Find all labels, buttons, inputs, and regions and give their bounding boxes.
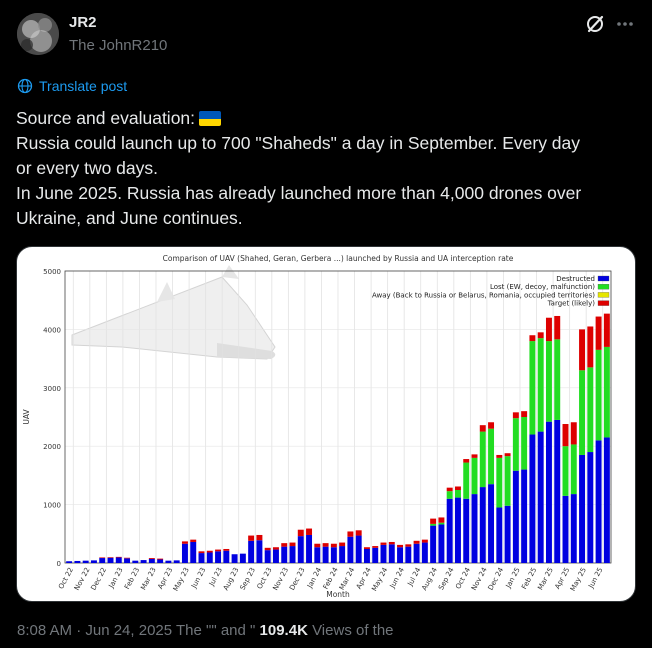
bar-segment <box>604 437 610 563</box>
bar-segment <box>290 543 296 547</box>
x-tick-label: Jul 24 <box>406 566 423 588</box>
bar-segment <box>331 547 337 563</box>
more-dots-icon[interactable] <box>615 14 635 34</box>
bar-segment <box>397 545 403 547</box>
post-line: or every two days. <box>16 158 158 178</box>
bar-segment <box>546 318 552 341</box>
bar-segment <box>596 350 602 441</box>
bar-segment <box>480 425 486 431</box>
bar-segment <box>463 459 469 463</box>
y-tick-label: 0 <box>56 560 61 568</box>
bar-segment <box>74 561 80 563</box>
bar-segment <box>182 541 188 543</box>
legend-label: Away (Back to Russia or Belarus, Romania, occupied territories) <box>372 291 595 300</box>
x-tick-label: Nov 23 <box>271 566 291 592</box>
bar-segment <box>604 314 610 347</box>
bar-segment <box>455 498 461 563</box>
bar-segment <box>472 454 478 458</box>
globe-icon <box>17 78 33 94</box>
bar-segment <box>596 440 602 563</box>
legend-swatch <box>598 284 609 289</box>
bar-segment <box>306 535 312 563</box>
bar-segment <box>190 542 196 563</box>
y-tick-label: 2000 <box>43 443 61 452</box>
bar-segment <box>488 422 494 428</box>
x-tick-label: Dec 24 <box>486 566 506 592</box>
x-tick-label: Sep 23 <box>238 566 258 592</box>
bar-segment <box>190 540 196 542</box>
y-tick-label: 3000 <box>43 384 61 393</box>
y-tick-label: 5000 <box>43 268 61 276</box>
bar-segment <box>381 543 387 545</box>
bar-segment <box>207 552 213 563</box>
bar-segment <box>174 560 180 563</box>
bar-segment <box>438 524 444 563</box>
x-tick-label: Oct 23 <box>255 566 274 591</box>
bar-segment <box>207 551 213 553</box>
post-line-text: Source and evaluation: <box>16 108 196 128</box>
post-line <box>16 106 636 131</box>
bar-segment <box>405 547 411 563</box>
bar-segment <box>116 557 122 558</box>
x-tick-label: May 24 <box>370 566 390 593</box>
bar-segment <box>554 339 560 420</box>
bar-segment <box>298 536 304 563</box>
bar-segment <box>323 543 329 547</box>
x-tick-label: Oct 24 <box>454 566 473 591</box>
bar-segment <box>298 530 304 536</box>
uav-chart <box>17 247 635 601</box>
x-tick-label: Jul 23 <box>207 566 224 588</box>
x-tick-label: Jun 25 <box>587 566 605 590</box>
bar-segment <box>438 517 444 522</box>
bar-segment <box>372 548 378 563</box>
bar-segment <box>339 543 345 547</box>
bar-segment <box>596 317 602 350</box>
bar-segment <box>265 550 271 563</box>
bar-segment <box>157 559 163 563</box>
bar-segment <box>389 542 395 544</box>
bar-segment <box>273 550 279 563</box>
bar-segment <box>538 338 544 431</box>
bar-segment <box>91 560 97 563</box>
bar-segment <box>347 537 353 563</box>
bar-segment <box>232 554 238 563</box>
bar-segment <box>116 557 122 563</box>
author-name[interactable]: JR2 <box>69 14 97 31</box>
legend-label: Target (likely) <box>547 299 595 308</box>
legend-swatch <box>598 301 609 306</box>
view-count: 109.4K <box>259 622 308 639</box>
x-tick-label: Apr 24 <box>354 566 373 591</box>
bar-segment <box>414 544 420 563</box>
bar-segment <box>314 547 320 563</box>
bar-segment <box>521 411 527 417</box>
bar-segment <box>248 536 254 541</box>
bar-segment <box>505 506 511 563</box>
post-timestamp[interactable]: 8:08 AM · Jun 24, 2025 <box>17 622 173 639</box>
bar-segment <box>281 543 287 547</box>
bar-segment <box>538 332 544 338</box>
bar-segment <box>438 523 444 525</box>
post-line: In June 2025. Russia has already launched more than 4,000 drones over <box>16 183 582 203</box>
bar-segment <box>496 458 502 508</box>
x-tick-label: Mar 25 <box>536 566 555 592</box>
bar-segment <box>215 550 221 552</box>
bar-segment <box>529 435 535 563</box>
author-handle[interactable]: The JohnR210 <box>69 37 168 54</box>
x-tick-label: Oct 22 <box>57 566 76 591</box>
bar-segment <box>488 484 494 563</box>
avatar[interactable] <box>17 13 59 55</box>
bar-segment <box>430 526 436 563</box>
views-label: Views of the <box>307 622 394 639</box>
x-tick-label: Dec 22 <box>89 566 109 592</box>
bar-segment <box>223 549 229 551</box>
bar-segment <box>579 329 585 370</box>
x-tick-label: Aug 24 <box>420 566 440 592</box>
x-tick-label: Jan 25 <box>504 566 522 590</box>
x-tick-label: Feb 24 <box>321 566 340 591</box>
legend-swatch <box>598 276 609 281</box>
bar-segment <box>405 544 411 546</box>
bar-segment <box>587 367 593 452</box>
bar-segment <box>124 558 130 559</box>
bar-segment <box>372 546 378 548</box>
post-line: Ukraine, and June continues. <box>16 208 243 228</box>
post-line: Russia could launch up to 700 "Shaheds" a day in September. Every day <box>16 133 581 153</box>
bar-segment <box>447 499 453 563</box>
x-tick-label: Sep 24 <box>437 566 456 592</box>
bar-segment <box>347 531 353 536</box>
bar-segment <box>480 432 486 487</box>
x-tick-label: May 23 <box>171 566 191 593</box>
chart-title: Comparison of UAV (Shahed, Geran, Gerbera ...) launched by Russia and UA interception rate <box>162 254 514 263</box>
bar-segment <box>554 420 560 563</box>
bar-segment <box>604 347 610 438</box>
bar-segment <box>248 541 254 563</box>
x-tick-label: Aug 23 <box>221 566 241 592</box>
bar-segment <box>364 547 370 549</box>
grok-slash-circle-icon[interactable] <box>585 14 605 34</box>
bar-segment <box>546 422 552 563</box>
bar-segment <box>149 558 155 559</box>
bar-segment <box>290 546 296 563</box>
x-tick-label: Mar 24 <box>337 566 357 592</box>
bar-segment <box>529 341 535 434</box>
x-tick-label: Jan 23 <box>107 566 125 590</box>
bar-segment <box>571 444 577 494</box>
x-tick-label: Nov 24 <box>469 566 489 592</box>
x-tick-label: Dec 23 <box>288 566 307 592</box>
bar-segment <box>108 557 114 558</box>
footer-text: The "" and " <box>172 622 260 639</box>
bar-segment <box>587 452 593 563</box>
x-tick-label: Mar 23 <box>139 566 158 592</box>
bar-segment <box>480 487 486 563</box>
bar-segment <box>430 524 436 526</box>
bar-segment <box>223 551 229 563</box>
bar-segment <box>356 536 362 563</box>
bar-segment <box>521 470 527 563</box>
x-tick-label: May 25 <box>568 566 588 593</box>
x-tick-label: Nov 22 <box>72 566 92 592</box>
ukraine-flag-icon <box>199 111 221 126</box>
x-tick-label: Feb 23 <box>123 566 142 591</box>
bar-segment <box>488 429 494 484</box>
legend-label: Lost (EW, decoy, malfunction) <box>489 283 595 292</box>
bar-segment <box>108 558 114 563</box>
bar-segment <box>587 326 593 367</box>
bar-segment <box>356 530 362 535</box>
bar-segment <box>463 463 469 499</box>
y-tick-label: 4000 <box>43 326 61 335</box>
bar-segment <box>215 551 221 563</box>
y-axis-label: UAV <box>22 409 31 425</box>
bar-segment <box>397 547 403 563</box>
bar-segment <box>281 547 287 563</box>
bar-segment <box>364 549 370 563</box>
bar-segment <box>124 558 130 563</box>
bar-segment <box>554 316 560 339</box>
x-tick-label: Jan 24 <box>305 566 324 590</box>
x-tick-label: Feb 25 <box>520 566 539 591</box>
post-media-chart[interactable] <box>16 246 636 602</box>
bar-segment <box>546 341 552 422</box>
bar-segment <box>323 547 329 563</box>
bar-segment <box>414 541 420 544</box>
bar-segment <box>132 561 138 563</box>
bar-segment <box>314 544 320 548</box>
bar-segment <box>389 544 395 563</box>
bar-segment <box>199 551 205 553</box>
bar-segment <box>513 471 519 563</box>
bar-segment <box>141 560 147 563</box>
bar-segment <box>265 548 271 550</box>
bar-segment <box>256 540 262 563</box>
bar-segment <box>339 546 345 563</box>
x-tick-label: Apr 23 <box>156 566 175 591</box>
bar-segment <box>240 554 246 563</box>
bar-segment <box>505 453 511 456</box>
x-axis-label: Month <box>326 590 350 599</box>
bar-segment <box>579 370 585 455</box>
bar-segment <box>99 558 105 563</box>
bar-segment <box>496 508 502 563</box>
bar-segment <box>157 559 163 560</box>
bar-segment <box>306 529 312 535</box>
bar-segment <box>563 446 569 496</box>
post-text <box>16 106 636 231</box>
legend-label: Destructed <box>556 275 595 283</box>
bar-segment <box>455 486 461 490</box>
bar-segment <box>472 494 478 563</box>
bar-segment <box>165 561 171 563</box>
bar-segment <box>571 494 577 563</box>
bar-segment <box>513 418 519 471</box>
bar-segment <box>447 488 453 492</box>
bar-segment <box>256 535 262 540</box>
bar-segment <box>579 455 585 563</box>
legend-swatch <box>598 292 609 297</box>
bar-segment <box>66 561 72 563</box>
bar-segment <box>182 544 188 563</box>
bar-segment <box>447 491 453 499</box>
x-tick-label: Jun 23 <box>189 566 208 590</box>
bar-segment <box>455 490 461 498</box>
bar-segment <box>99 557 105 558</box>
bar-segment <box>513 412 519 418</box>
translate-post-link[interactable] <box>17 78 127 94</box>
bar-segment <box>521 417 527 470</box>
bar-segment <box>472 458 478 494</box>
bar-segment <box>83 561 89 563</box>
x-tick-label: Apr 25 <box>553 566 572 591</box>
drone-image <box>72 265 275 359</box>
bar-segment <box>571 422 577 444</box>
bar-segment <box>381 545 387 563</box>
bar-segment <box>430 519 436 524</box>
bar-segment <box>149 559 155 563</box>
bar-segment <box>463 499 469 563</box>
bar-segment <box>199 553 205 563</box>
post-footer <box>17 622 394 639</box>
bar-segment <box>422 540 428 543</box>
bar-segment <box>563 496 569 563</box>
bar-segment <box>505 456 511 506</box>
bar-segment <box>529 335 535 341</box>
bar-segment <box>422 543 428 563</box>
bar-segment <box>538 432 544 563</box>
translate-post-label: Translate post <box>39 78 128 94</box>
bar-segment <box>273 547 279 549</box>
bar-segment <box>563 424 569 446</box>
x-tick-label: Jun 24 <box>388 566 406 590</box>
bar-segment <box>331 544 337 548</box>
bar-segment <box>496 455 502 458</box>
y-tick-label: 1000 <box>43 501 61 510</box>
